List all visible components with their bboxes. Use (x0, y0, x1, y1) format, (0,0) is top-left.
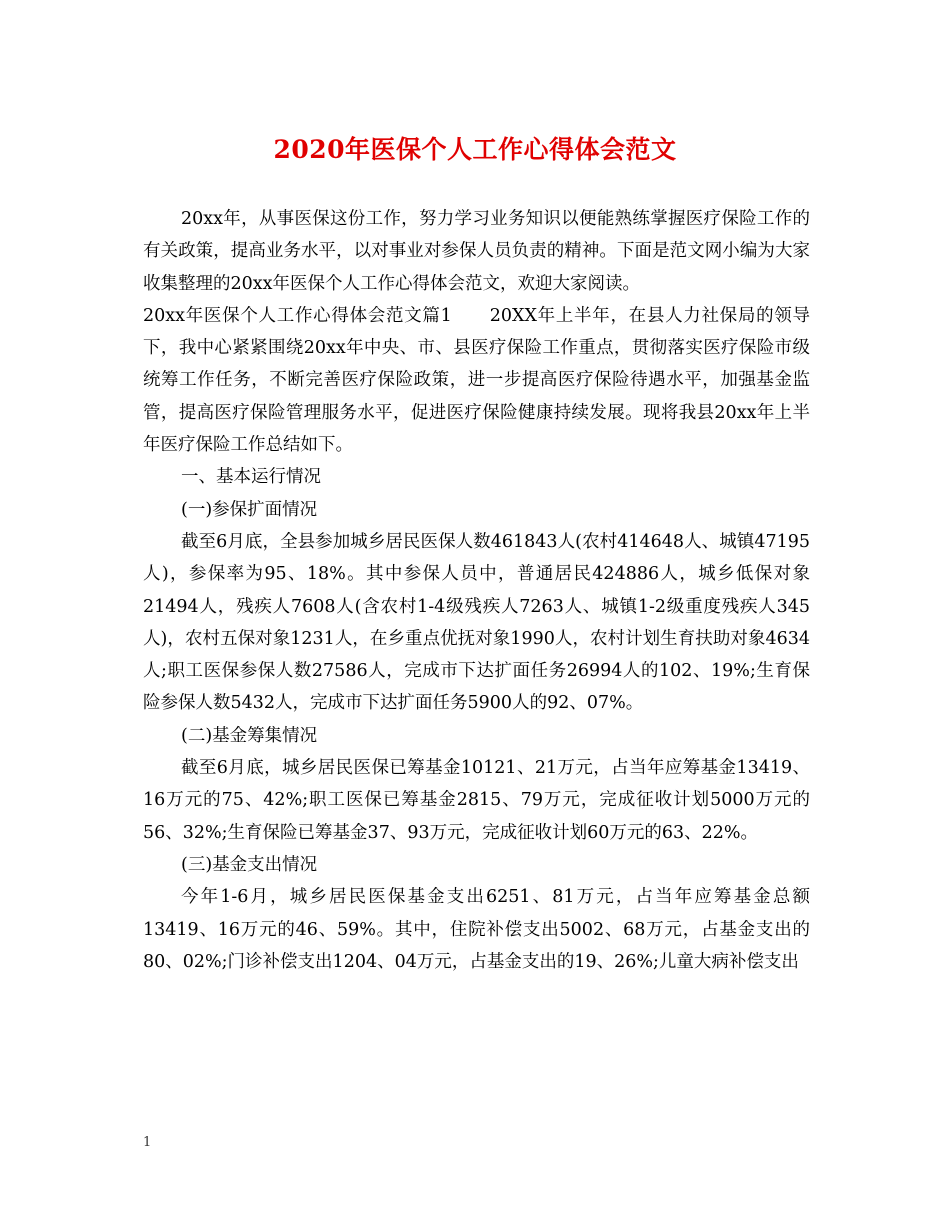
document-body (143, 203, 810, 978)
enrollment-paragraph: 截至6月底，全县参加城乡居民医保人数461843人(农村414648人、城镇47195人)，参保率为95、18%。其中参保人员中，普通居民424886人，城乡低保对象21494人，残疾人7608人(含农村1-4级残疾人7263人、城镇1-2级重度残疾人345人)，农村五保对象1231人，在乡重点优抚对象1990人，农村计划生育扶助对象4634人;职工医保参保人数27586人，完成市下达扩面任务26994人的102、19%;生育保险参保人数5432人，完成市下达扩面任务5900人的92、07%。 (143, 531, 810, 714)
intro-paragraph: 20xx年，从事医保这份工作，努力学习业务知识以便能熟练掌握医疗保险工作的有关政策，提高业务水平，以对事业对参保人员负责的精神。下面是范文网小编为大家收集整理的20xx年医保个人工作心得体会范文，欢迎大家阅读。 (143, 209, 810, 294)
page-number: 1 (143, 1135, 152, 1150)
article-body: 20XX年上半年，在县人力社保局的领导下，我中心紧紧围绕20xx年中央、市、县医疗保险工作重点，贯彻落实医疗保险市级统筹工作任务，不断完善医疗保险政策，进一步提高医疗保险待遇水平，加强基金监管，提高医疗保险管理服务水平，促进医疗保险健康持续发展。现将我县20xx年上半年医疗保险工作总结如下。 (143, 305, 811, 456)
article-paragraph (143, 300, 810, 461)
section-heading-basic: 一、基本运行情况 (181, 467, 321, 488)
article-heading: 20xx年医保个人工作心得体会范文篇1 (143, 305, 452, 326)
document-title: 2020年医保个人工作心得体会范文 (273, 135, 677, 164)
fund-raising-paragraph: 截至6月底，城乡居民医保已筹基金10121、21万元，占当年应筹基金13419、16万元的75、42%;职工医保已筹基金2815、79万元，完成征收计划5000万元的56、32%;生育保险已筹基金37、93万元，完成征收计划60万元的63、22%。 (143, 758, 810, 843)
subheading-enrollment: (一)参保扩面情况 (181, 499, 318, 520)
subheading-fund-expenditure: (三)基金支出情况 (181, 854, 318, 875)
fund-expenditure-paragraph: 今年1-6月，城乡居民医保基金支出6251、81万元，占当年应筹基金总额13419、16万元的46、59%。其中，住院补偿支出5002、68万元，占基金支出的80、02%;门诊补偿支出1204、04万元，占基金支出的19、26%;儿童大病补偿支出 (143, 887, 810, 972)
subheading-fund-raising: (二)基金筹集情况 (181, 725, 318, 746)
